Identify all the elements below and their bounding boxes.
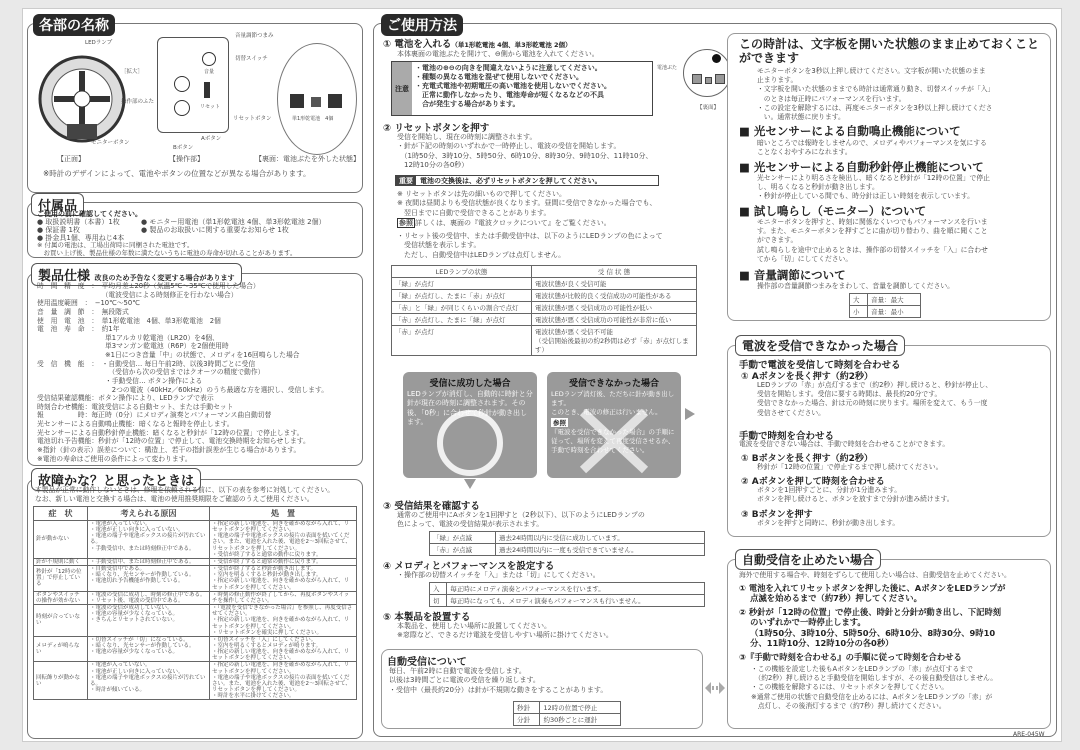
cause-item: ・時計が傾いている。 bbox=[90, 687, 146, 694]
accessory-item: ● 掛金具1個、専用ねじ4本 bbox=[37, 234, 125, 242]
trouble-row bbox=[34, 566, 357, 592]
led-row-cell: 「赤」が点灯し、たまに「緑」が点灯 bbox=[392, 314, 532, 326]
remedy-item: ・時計を水平に掛けてください。 bbox=[212, 693, 295, 700]
cause-item: ・電池が正しい向きに入っていない。 bbox=[90, 668, 184, 675]
important-box bbox=[395, 175, 659, 186]
result-row-cell: 「赤」が点滅 bbox=[430, 544, 496, 556]
led-row bbox=[392, 290, 697, 302]
label-batteries: 単1形乾電池 4個 bbox=[292, 116, 334, 122]
manual-time-text: 電波を受信できない場合は、手動で時刻を合わせることができます。 bbox=[739, 440, 950, 448]
display-stop-title: この時計は、文字板を開いた状態のまま止めておくことができます bbox=[739, 37, 1040, 65]
auto-row-cell: 秒針 bbox=[514, 702, 540, 714]
manual-b2-step: ② Aボタンを押して時刻を合わせる bbox=[741, 477, 885, 487]
auto-row-cell: 12時の位置で停止 bbox=[540, 702, 621, 714]
auto-receive-text: 毎日、午前2時に自動で電波を受信します。 以後は3時間ごとに電波の受信を繰り返します。 ・受信中（最長約20分）は針が不規則な動きをすることがあります。 bbox=[389, 667, 608, 694]
remedy-item: ・受信が終了すると秒針が動き出します。 bbox=[212, 566, 317, 573]
led-row-cell: 電波状態が良く受信可能 bbox=[532, 278, 697, 290]
remedy-item: ・指定の新しい電池を、向きを確かめながら入れて、リセットボタンを押してください。 bbox=[212, 521, 350, 534]
control-panel-illustration bbox=[157, 37, 229, 133]
led-row-cell: 「赤」と「緑」が同じくらいの割合で点灯 bbox=[392, 302, 532, 314]
step-number: ⑤ bbox=[383, 612, 392, 623]
arrow-right-icon bbox=[685, 408, 695, 420]
manual-receive-section-title: 電波を受信できなかった場合 bbox=[735, 335, 905, 356]
auto-receive-title: 自動受信について bbox=[387, 657, 467, 668]
caption-ops: 【操作部】 bbox=[169, 155, 204, 163]
volume-table bbox=[849, 293, 921, 318]
trouble-table bbox=[33, 506, 357, 700]
accessory-item: ● 取扱説明書（本書）1枚 bbox=[37, 218, 120, 226]
trouble-row bbox=[34, 591, 357, 604]
result-row bbox=[430, 544, 705, 556]
cause-item: ・電池の端子や電池ボックスの接片が汚れている。 bbox=[90, 674, 206, 687]
step2-notes: ※ リセットボタンは先の細いもので押してください。 ※ 夜間は昼間よりも受信状態が良くなります。昼間に受信できなかった場合でも、 翌日までに自動で受信できることがあります。 bbox=[397, 190, 657, 217]
led-row bbox=[392, 302, 697, 314]
fail-text: LEDランプ消灯後、ただちに針が動き出します。 このとき、電波の修正は行いません。 bbox=[551, 390, 675, 416]
cause-item: ・きちんとリセットされていない。 bbox=[90, 617, 178, 624]
volume-row bbox=[850, 294, 921, 306]
trouble-remedies bbox=[210, 521, 357, 559]
label-a-button: Aボタン bbox=[201, 136, 222, 142]
result-row-cell: 過去24時間以内に一度も受信できていません。 bbox=[495, 544, 704, 556]
manual-b1-text: 秒針が「12時の位置」で停止するまで押し続けてください。 bbox=[757, 463, 943, 471]
remedy-item: ・指定の新しい電池を、向きを確かめながら入れて、リセットボタンを押してください。 bbox=[212, 578, 350, 591]
step1-title: 電池を入れる bbox=[394, 39, 452, 50]
auto-row-cell: 約30秒ごとに運針 bbox=[540, 714, 621, 726]
result-row-cell: 「緑」が点滅 bbox=[430, 532, 496, 544]
step4-table bbox=[429, 582, 705, 607]
trouble-causes bbox=[88, 605, 210, 637]
led-row-cell: 電波状態が比較的良く受信成功の可能性がある bbox=[532, 290, 697, 302]
auto-row-cell: 分針 bbox=[514, 714, 540, 726]
trouble-row bbox=[34, 636, 357, 662]
step2-text: 受信を開始し、現在の時刻に調整されます。 ・針が下記の時刻のいずれかで一時停止し、電波の受信を開始します。 （1時50分、3時10分、5時50分、6時10分、8時30分、9時10分、11時10分、 12時10分の各0秒） bbox=[397, 133, 653, 170]
label-switch: 切替スイッチ bbox=[235, 56, 268, 62]
fail-title: 受信できなかった場合 bbox=[568, 379, 659, 389]
step5-heading bbox=[383, 609, 470, 623]
cause-item: ・リセット後、電波の受信中である。 bbox=[90, 597, 184, 604]
result-row-cell: 過去24時間以内に受信に成功しています。 bbox=[495, 532, 704, 544]
step1-heading bbox=[383, 36, 572, 50]
accessory-item: ● 保証書 1枚 bbox=[37, 226, 81, 234]
trouble-symptom: 時刻が合っていない bbox=[34, 605, 88, 637]
specs-text: 時 間 精 度 ： 平均月差±20秒（気温5℃〜35℃で使用した場合） （電波受信による時刻修正を行わない場合） 使用温度範囲 ： −10℃〜50℃ 音 量 調 節 ： 無段階式 使 用 電 池 ： 単1形乾電池 4個、単3形乾電池 2個 電 池 寿 命 ： 約1年 単1アルカリ乾電池（LR20）を4個、 単3マンガン乾電池（R6P）を2個使用時 ※1日につき音量「中」の状態で、メロディを16回鳴らした場合 受 信 機 能 ： ・自動受信… 毎日午前2時、以後3時間ごとに受信 （受信から次の受信まではクオーツの精度で動作） ・手動受信… ボタン操作による 2つの電波（40kHz／60kHz）のうち最適な方を選択し、受信します。 受信結果確認機能：ボタン操作により、LEDランプで表示 時刻合わせ機能：電波受信による自動セット、または手動セット 報 時：毎正時（0分）にメロディ演奏とパフォーマンス曲自動切替 光センサーによる自動鳴止機能：暗くなると報時を停止します。 光センサーによる自動秒針停止機能：暗くなると秒針が「12時の位置」で停止します。 電池切れ予告機能：秒針が「12時の位置」で停止して、電池交換時期をお知らせします。 ※指針（針の表示）誤差について：構造上、若干の指針誤差が生じる場合があります。 ※電池の寿命はご使用の条件によって変わります。 bbox=[37, 282, 328, 463]
caption-front: 【正面】 bbox=[57, 155, 85, 163]
cause-item: ・手動受信中、または時刻修正中である。 bbox=[90, 545, 195, 552]
trouble-symptom: 針が動かない bbox=[34, 521, 88, 559]
fail-ref-text: 『電波を受信できなかった場合』の手順に従って、場所を変えて再度受信させるか、手動で時刻を合わせてください。 bbox=[551, 428, 675, 454]
label-monitor-button: モニターボタン bbox=[91, 140, 130, 146]
step-number: ③ bbox=[383, 501, 392, 512]
trouble-causes bbox=[88, 521, 210, 559]
step4-heading bbox=[383, 558, 554, 572]
speaker-icon bbox=[712, 54, 721, 63]
label-reset-button: リセットボタン bbox=[233, 116, 272, 122]
battery-slot bbox=[705, 77, 712, 84]
melody-row-cell: 毎正時になっても、メロディ演奏もパフォーマンスも行いません。 bbox=[447, 595, 705, 607]
led-row-cell: 「緑」が点灯 bbox=[392, 278, 532, 290]
cause-item: ・電波の受信が成功していない。 bbox=[90, 605, 173, 612]
volume-row-cell: 小 bbox=[850, 306, 868, 318]
double-arrow-icon bbox=[705, 681, 725, 695]
cause-item: ・電池の端子や電池ボックスの接片が汚れている。 bbox=[90, 533, 206, 546]
result-row bbox=[430, 532, 705, 544]
battery-cover-label: 電池ぶた bbox=[657, 65, 678, 71]
stop-auto-intro: 海外で使用する場合や、時刻をずらして使用したい場合は、自動受信を止めてください。 bbox=[739, 571, 1011, 579]
remedy-item: ・指定の新しい電池を、向きを確かめながら入れて、リセットボタンを押してください。 bbox=[212, 617, 350, 630]
specs-title: 製品仕様 bbox=[38, 269, 91, 284]
step2-title: リセットボタンを押す bbox=[394, 123, 490, 134]
usage-title: ご使用方法 bbox=[381, 14, 463, 36]
manual-time-heading: 手動で時刻を合わせる bbox=[739, 431, 835, 442]
remedy-item: ・切替スイッチを「入」にしてください。 bbox=[212, 636, 317, 643]
trouble-header: 症 状 bbox=[34, 507, 88, 521]
battery-figure bbox=[683, 49, 731, 97]
trouble-intro: 本製品が正常に動作しないときは、修理を依頼される前に、以下の表を参考に対処してください。 なお、新しい電池と交換する場合は、電池の使用推奨期限をご確認のうえご使用ください。 bbox=[35, 486, 335, 504]
step5-text: 本製品を、使用したい場所に設置してください。 ※窓際など、できるだけ電波を受信しやすい場所に掛けてください。 bbox=[397, 622, 613, 640]
sensor-second-title: ■ 光センサーによる自動秒針停止機能について bbox=[739, 160, 984, 174]
sensor-second-text: 光センサーにより明るさを検出し、暗くなると秒針が「12時の位置」で停止 し、明るくなると秒針が動き出します。 ・秒針が停止している間でも、時分針は正しい時刻を表示しています。 bbox=[757, 174, 990, 201]
step2-ref bbox=[397, 219, 611, 228]
trouble-remedies bbox=[210, 558, 357, 565]
fail-panel bbox=[547, 372, 681, 478]
trouble-symptom: ボタンやスイッチの操作が効かない bbox=[34, 591, 88, 604]
trouble-row bbox=[34, 605, 357, 637]
trouble-title: 故障かな？と思ったときは bbox=[31, 468, 201, 491]
step1-subtitle: （単1形乾電池 4個、単3形乾電池 2個） bbox=[451, 41, 572, 49]
trouble-row bbox=[34, 662, 357, 700]
trouble-symptom: 針が不規則に動く bbox=[34, 558, 88, 565]
parts-note: ※時計のデザインによって、電池やボタンの位置などが異なる場合があります。 bbox=[43, 169, 311, 178]
trouble-causes bbox=[88, 636, 210, 662]
battery-slot bbox=[328, 94, 342, 108]
trouble-remedies bbox=[210, 605, 357, 637]
stop-auto-title: 自動受信を止めたい場合 bbox=[735, 549, 881, 570]
ref-text: 詳しくは、裏面の『電波クロックについて』をご覧ください。 bbox=[415, 219, 611, 227]
remedy-item: ・時刻の修正動作が終了してから、再度ボタンやスイッチを操作してください。 bbox=[212, 591, 350, 604]
label-zoom: ［拡大］ bbox=[121, 69, 144, 75]
b-button-shape bbox=[174, 100, 190, 116]
trouble-remedies bbox=[210, 636, 357, 662]
caution-label: 注意 bbox=[392, 62, 412, 115]
trouble-symptom: メロディが鳴らない bbox=[34, 636, 88, 662]
manual-b3-text: ボタンを押すと同時に、秒針が動き出します。 bbox=[757, 519, 900, 527]
sensor-stop-title: ■ 光センサーによる自動鳴止機能について bbox=[739, 124, 961, 138]
cause-item: ・電池切れ予告機能が作動している。 bbox=[90, 578, 184, 585]
battery-slot bbox=[311, 97, 321, 107]
label-volume-knob: 音量調節つまみ bbox=[235, 33, 274, 39]
led-row bbox=[392, 314, 697, 326]
volume-text: 操作部の音量調節つまみをまわして、音量を調節してください。 bbox=[757, 282, 954, 290]
led-header: 受 信 状 態 bbox=[532, 266, 697, 278]
melody-row-cell: 切 bbox=[430, 595, 447, 607]
battery-slot bbox=[692, 74, 702, 84]
step3-heading bbox=[383, 498, 480, 512]
monitor-text: モニターボタンを押すと、時刻に関係なくいつでもパフォーマンスを行いま す。また、モニターボタンを押すごとに曲が切り替わり、曲を順に聞くこと ができます。 試し鳴らしを途中で止めるときは、操作部の切替スイッチを「入」に合わせ てから「切」にしてください。 bbox=[757, 218, 988, 263]
trouble-row bbox=[34, 558, 357, 565]
auto-receive-table bbox=[513, 701, 621, 726]
cause-item: ・手動受信中、または時刻修正中である。 bbox=[90, 558, 195, 565]
caption-back: 【裏面：電池ぶたを外した状態】 bbox=[255, 155, 360, 163]
step5-title: 本製品を設置する bbox=[394, 612, 471, 623]
remedy-item: ・室内を明るくするとメロディが鳴ります。 bbox=[212, 642, 322, 649]
battery-slot bbox=[290, 94, 304, 108]
accessory-item: ● モニター用電池（単1形乾電池 4個、単3形乾電池 2個） bbox=[141, 218, 326, 226]
arrow-down-icon bbox=[464, 479, 476, 489]
caution-box bbox=[391, 61, 653, 116]
auto-row bbox=[514, 714, 621, 726]
volume-title: ■ 音量調節について bbox=[739, 268, 846, 282]
volume-row bbox=[850, 306, 921, 318]
label-cover: 操作部のふた bbox=[121, 99, 155, 105]
led-row-cell: 電波状態が悪く受信不可能 （受信開始後最初の約2秒間は必ず「赤」が点灯します） bbox=[532, 326, 697, 356]
step4-title: メロディとパフォーマンスを設定する bbox=[394, 561, 555, 572]
manual-page bbox=[22, 8, 1062, 742]
accessories-lead: ご使用の前に確認してください。 bbox=[37, 210, 142, 218]
ref-label: 参照 bbox=[399, 219, 413, 227]
step-number: ② bbox=[383, 123, 392, 134]
cause-item: ・電池の容量が少なくなっている。 bbox=[90, 611, 179, 618]
cause-item: ・暗くなり、光センサーが作動している。 bbox=[90, 572, 195, 579]
sensor-stop-text: 暗いところでは報時をしませんので、メロディやパフォーマンスを気にする ことなくおやすみになれます。 bbox=[757, 139, 987, 157]
parts-title: 各部の名称 bbox=[33, 14, 115, 36]
step-number: ① bbox=[383, 39, 392, 50]
melody-row-cell: 入 bbox=[430, 583, 447, 595]
trouble-causes bbox=[88, 558, 210, 565]
led-row-cell: 「赤」が点灯 bbox=[392, 326, 532, 356]
display-stop-text: モニターボタンを3秒以上押し続けてください。文字板が開いた状態のまま 止まります。 ・文字板を開いた状態のままでも時計は通常通り動き、切替スイッチが「入」 のときは毎正時にパフォーマンスを行います。 ・この設定を解除するには、再度モニターボタンを3秒以上押し続けてくださ い。通常状態に戻ります。 bbox=[757, 67, 995, 121]
remedy-item: ・受信が終了すると通常の動作に戻ります。 bbox=[212, 551, 322, 558]
manual-a-step: ① Aボタンを長く押す（約2秒） bbox=[741, 372, 873, 382]
trouble-symptom: 秒針が「12時の位置」で停止している bbox=[34, 566, 88, 592]
battery-slot bbox=[715, 74, 725, 84]
caution-text: ・電池の⊕⊖の向きを間違えないように注意してください。 ・種類の異なる電池を混ぜて使用しないでください。 ・充電式電池や初期電圧の高い電池を使用しないでください。 正常に動作しなかったり、電池寿命が短くなるなどの不具 合が発生する場合があります。 bbox=[415, 64, 611, 109]
model-number: ARE-045W bbox=[1013, 731, 1045, 738]
fail-ref-label: 参照 bbox=[553, 419, 566, 427]
trouble-header: 考えられる原因 bbox=[88, 507, 210, 521]
label-led-lamp: LEDランプ bbox=[85, 40, 113, 46]
step1-text: 本体裏面の電池ぶたを開けて、⊖側から電池を入れてください。 bbox=[397, 50, 599, 58]
cause-item: ・電波の受信に成功し、時刻の修正中である。 bbox=[90, 591, 206, 598]
stop-auto-step2: ② 秒針が「12時の位置」で停止後、時針と分針が動き出し、下記時刻 のいずれかで一時停止します。 （1時50分、3時10分、5時50分、6時10分、8時30分、9時10 分、11時10分、12時10分の各0秒） bbox=[739, 607, 1002, 649]
clock-back-illustration bbox=[277, 43, 357, 155]
step-number: ④ bbox=[383, 561, 392, 572]
success-title: 受信に成功した場合 bbox=[429, 379, 511, 389]
volume-row-cell: 音量：最小 bbox=[868, 306, 921, 318]
led-row bbox=[392, 326, 697, 356]
important-text: 電池の交換後は、必ずリセットボタンを押してください。 bbox=[420, 176, 602, 185]
manual-a-text: LEDランプの「赤」が点灯するまで（約2秒）押し続けると、秒針が停止し、 受信を開始します。受信に要する時間は、最長約20分です。 受信できなかった場合、針は元の時刻に戻ります。場所を変えて、もう一度 受信させてください。 bbox=[757, 381, 993, 417]
cause-item: ・自動受信中である。 bbox=[90, 566, 146, 573]
led-status-table bbox=[391, 265, 697, 356]
volume-row-cell: 大 bbox=[850, 294, 868, 306]
trouble-remedies bbox=[210, 566, 357, 592]
cause-item: ・暗くなり、光センサーが作動している。 bbox=[90, 642, 195, 649]
trouble-causes bbox=[88, 566, 210, 592]
remedy-item: ・室内を明るくすると秒針が動き出します。 bbox=[212, 572, 322, 579]
step3-title: 受信結果を確認する bbox=[394, 501, 480, 512]
trouble-row bbox=[34, 521, 357, 559]
remedy-item: ・電池の端子や電池ボックスの接片の表面を拭いてください。また、電池を入れた後、電池を2〜3回転させて、リセットボタンを押してください。 bbox=[212, 533, 351, 552]
cause-item: ・電池が入っていない。 bbox=[90, 521, 151, 527]
volume-row-cell: 音量：最大 bbox=[868, 294, 921, 306]
trouble-header: 処 置 bbox=[210, 507, 357, 521]
accessory-item: ● 製品のお取扱いに関する重要なお知らせ 1枚 bbox=[141, 226, 289, 234]
led-row-cell: 電波状態が悪く受信成功の可能性が低い bbox=[532, 302, 697, 314]
manual-receive-heading: 手動で電波を受信して時刻を合わせる bbox=[739, 360, 901, 371]
cause-item: ・電池の容量が少なくなっている。 bbox=[90, 649, 179, 656]
manual-b1-step: ① Bボタンを長く押す（約2秒） bbox=[741, 454, 873, 464]
melody-row bbox=[430, 595, 705, 607]
a-button-shape bbox=[174, 76, 190, 92]
step3-text: 通常のご使用中にAボタンを1回押すと（2秒以下）、以下のようにLEDランプの 色によって、電波の受信結果が表示されます。 bbox=[397, 511, 645, 529]
success-text: LEDランプが消灯し、自動的に時針と分針が現在の時刻に調整されます。その後、「0秒」に合わせて秒針が動き出します。 bbox=[407, 390, 533, 427]
trouble-causes bbox=[88, 591, 210, 604]
stop-auto-notes: ・この機能を設定した後もAボタンをLEDランプの「赤」が点灯するまで （約2秒）押し続けると手動受信を開始しますが、その後自動受信はしません。 ・この機能を解除するには、リセットボタンを押してください。 ※通常ご使用の状態で自動受信を止めるには、AボタンをLEDランプの「赤」が 点灯し、その後消灯するまで（約7秒）押し続けてください。 bbox=[751, 665, 998, 710]
manual-b2-text: ボタンを1回押すごとに、分針が1分進みます。 ボタンを押し続けると、ボタンを放すまで分針が進み続けます。 bbox=[757, 486, 954, 504]
trouble-remedies bbox=[210, 591, 357, 604]
monitor-title: ■ 試し鳴らし（モニター）について bbox=[739, 204, 927, 218]
auto-row bbox=[514, 702, 621, 714]
led-row-cell: 「緑」が点灯し、たまに「赤」が点灯 bbox=[392, 290, 532, 302]
cause-item: ・電池が正しい向きに入っていない。 bbox=[90, 527, 184, 534]
accessories-title: 付属品 bbox=[31, 193, 84, 216]
trouble-remedies bbox=[210, 662, 357, 700]
remedy-item: ・『電波を受信できなかった場合』を参照し、再度受信させてください。 bbox=[212, 605, 353, 618]
stop-auto-step3: ③『手動で時刻を合わせる』の手順に従って時刻を合わせる bbox=[739, 652, 962, 662]
melody-row-cell: 毎正時にメロディ演奏とパフォーマンスを行います。 bbox=[447, 583, 705, 595]
melody-row bbox=[430, 583, 705, 595]
label-b-button: Bボタン bbox=[173, 145, 194, 151]
accessories-note: ※ 付属の電池は、工場出荷時に同梱された電池です。 お買い上げ後、製品仕様の年数に満たないうちに電池の寿命が切れることがあります。 bbox=[37, 241, 297, 257]
step4-text: ・操作部の切替スイッチを「入」または「切」にしてください。 bbox=[397, 571, 600, 579]
remedy-item: ・指定の新しい電池を、向きを確かめながら入れて、リセットボタンを押してください。 bbox=[212, 649, 350, 662]
specs-subtitle: 改良のため予告なく変更する場合があります bbox=[94, 274, 235, 282]
step2-led-intro: ・リセット後の受信中、または手動受信中は、以下のようにLEDランプの色によって 受信状態を表示します。 ただし、自動受信中はLEDランプは点灯しません。 bbox=[397, 232, 663, 259]
switch-shape bbox=[204, 82, 210, 98]
remedy-item: ・受信が終了すると通常の動作に戻ります。 bbox=[212, 558, 322, 565]
volume-knob bbox=[202, 52, 216, 66]
cause-item: ・切替スイッチが「切」になっている。 bbox=[90, 636, 189, 643]
remedy-item: ・リセットボタンを確実に押してください。 bbox=[212, 629, 322, 636]
reset-small-label: リセット bbox=[200, 104, 220, 110]
important-label: 重要 bbox=[396, 176, 416, 186]
step3-table bbox=[429, 531, 705, 556]
success-panel bbox=[403, 372, 537, 478]
remedy-item: ・電池の端子や電池ボックスの接片の表面を拭いてください。また、電池を入れた後、電池を2〜3回転させて、リセットボタンを押してください。 bbox=[212, 674, 351, 694]
remedy-item: ・指定の新しい電池を、向きを確かめながら入れて、リセットボタンを押してください。 bbox=[212, 662, 350, 675]
trouble-causes bbox=[88, 662, 210, 700]
battery-figure-caption: 【裏面】 bbox=[697, 105, 720, 111]
led-header: LEDランプの状態 bbox=[392, 266, 532, 278]
cause-item: ・電池が入っていない。 bbox=[90, 662, 151, 669]
step2-heading bbox=[383, 120, 489, 134]
manual-b3-step: ③ Bボタンを押す bbox=[741, 510, 813, 520]
stop-auto-step1: ① 電池を入れてリセットボタンを押した後に、AボタンをLEDランプが 点滅を始めるまで（約7秒）押してください。 bbox=[739, 583, 1006, 604]
led-row-cell: 電波状態が悪く受信成功の可能性が非常に低い bbox=[532, 314, 697, 326]
led-row bbox=[392, 278, 697, 290]
trouble-symptom: 回転飾りが動かない bbox=[34, 662, 88, 700]
volume-small-label: 音量 bbox=[204, 69, 215, 75]
